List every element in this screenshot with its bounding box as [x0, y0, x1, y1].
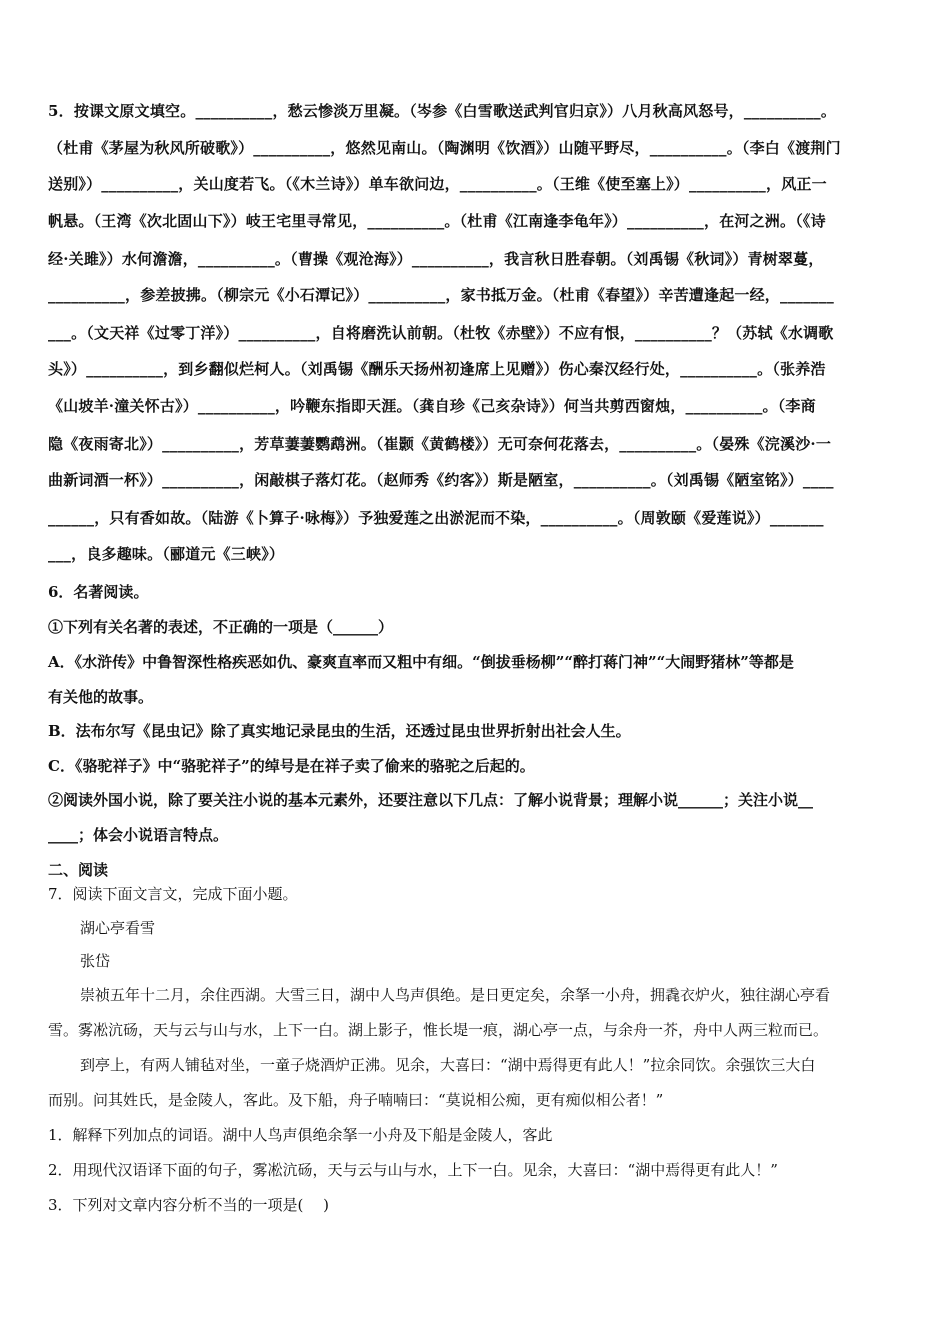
passage-p2-line2: 而别。问其姓氏，是金陵人，客此。及下船，舟子喃喃曰：“莫说相公痴，更有痴似相公者！” [48, 1091, 664, 1109]
q5-line-1: 5．按课文原文填空。__________，愁云惨淡万里凝。（岑参《白雪歌送武判官归京》）八月秋高风怒号，__________。 [48, 102, 837, 120]
q7-subquestion-3: 3．下列对文章内容分析不当的一项是( ) [48, 1196, 330, 1214]
q7-subquestion-2: 2．用现代汉语译下面的句子，雾凇沆砀，天与云与山与水，上下一白。见余，大喜曰：“湖中焉得更有此人！” [48, 1161, 778, 1179]
passage-p1-line2: 雪。雾凇沆砀，天与云与山与水，上下一白。湖上影子，惟长堤一痕，湖心亭一点，与余舟一芥，舟中人两三粒而已。 [48, 1021, 829, 1039]
q5-line-9: 《山坡羊·潼关怀古》）__________，吟鞭东指即天涯。（龚自珍《己亥杂诗》）何当共剪西窗烛，__________。（李商 [48, 397, 816, 415]
q7-title: 7．阅读下面文言文，完成下面小题。 [48, 885, 298, 903]
q6-sub1: ①下列有关名著的表述，不正确的一项是（______） [48, 618, 394, 636]
q5-line-3: 送别》）__________，关山度若飞。（《木兰诗》）单车欲问边，__________。（王维《使至塞上》）__________，风正一 [48, 175, 827, 193]
q5-line-11: 曲新词酒一杯》）__________，闲敲棋子落灯花。（赵师秀《约客》）斯是陋室，__________。（刘禹锡《陋室铭》）____ [48, 471, 834, 489]
q5-line-4: 帆悬。（王湾《次北固山下》）岐王宅里寻常见，__________。（杜甫《江南逢李龟年》）__________，在河之洲。（《诗 [48, 212, 826, 230]
section-heading-reading: 二、阅读 [48, 861, 109, 879]
q5-line-12: ______，只有香如故。（陆游《卜算子·咏梅》）予独爱莲之出淤泥而不染，__________。（周敦颐《爱莲说》）_______ [48, 509, 824, 527]
q6-title: 6．名著阅读。 [48, 583, 149, 601]
q6-option-c: C．《骆驼祥子》中“骆驼祥子”的绰号是在祥子卖了偷来的骆驼之后起的。 [48, 757, 535, 775]
passage-p2-line1: 到亭上，有两人铺毡对坐，一童子烧酒炉正沸。见余，大喜曰：“湖中焉得更有此人！”拉余同饮。余强饮三大白 [80, 1056, 816, 1074]
passage-title: 湖心亭看雪 [80, 919, 156, 937]
q5-line-10: 隐《夜雨寄北》）__________，芳草萋萋鹦鹉洲。（崔颢《黄鹤楼》）无可奈何花落去，__________。（晏殊《浣溪沙·一 [48, 435, 832, 453]
passage-p1-line1: 崇祯五年十二月，余住西湖。大雪三日，湖中人鸟声俱绝。是日更定矣，余拏一小舟，拥毳衣炉火，独往湖心亭看 [80, 986, 831, 1004]
q5-line-2: （杜甫《茅屋为秋风所破歌》）__________，悠然见南山。（陶渊明《饮酒》）山随平野尽，__________。（李白《渡荆门 [48, 139, 841, 157]
q7-subquestion-1: 1．解释下列加点的词语。湖中人鸟声俱绝余拏一小舟及下船是金陵人，客此 [48, 1126, 553, 1144]
q6-option-a-line1: A．《水浒传》中鲁智深性格疾恶如仇、豪爽直率而又粗中有细。“倒拔垂杨柳”“醉打蒋门神”“大闹野猪林”等都是 [48, 653, 794, 671]
q6-option-b: B．法布尔写《昆虫记》除了真实地记录昆虫的生活，还透过昆虫世界折射出社会人生。 [48, 722, 631, 740]
q6-sub2-line2: ____；体会小说语言特点。 [48, 826, 229, 844]
q5-line-13: ___，良多趣味。（郦道元《三峡》） [48, 545, 285, 563]
passage-author: 张岱 [80, 952, 111, 970]
q5-line-8: 头》）__________，到乡翻似烂柯人。（刘禹锡《酬乐天扬州初逢席上见赠》）伤心秦汉经行处，__________。（张养浩 [48, 360, 826, 378]
q6-option-a-line2: 有关他的故事。 [48, 688, 154, 706]
q5-line-5: 经·关雎》）水何澹澹，__________。（曹操《观沧海》）__________，我言秋日胜春朝。（刘禹锡《秋词》）青树翠蔓， [48, 250, 824, 268]
q6-sub2-line1: ②阅读外国小说，除了要关注小说的基本元素外，还要注意以下几点：了解小说背景；理解小说______；关注小说__ [48, 791, 814, 809]
q5-line-6: __________，参差披拂。（柳宗元《小石潭记》）__________，家书抵万金。（杜甫《春望》）辛苦遭逢起一经，_______ [48, 286, 834, 304]
q5-line-7: ___。（文天祥《过零丁洋》）__________，自将磨洗认前朝。（杜牧《赤壁》）不应有恨，__________？（苏轼《水调歌 [48, 324, 834, 342]
